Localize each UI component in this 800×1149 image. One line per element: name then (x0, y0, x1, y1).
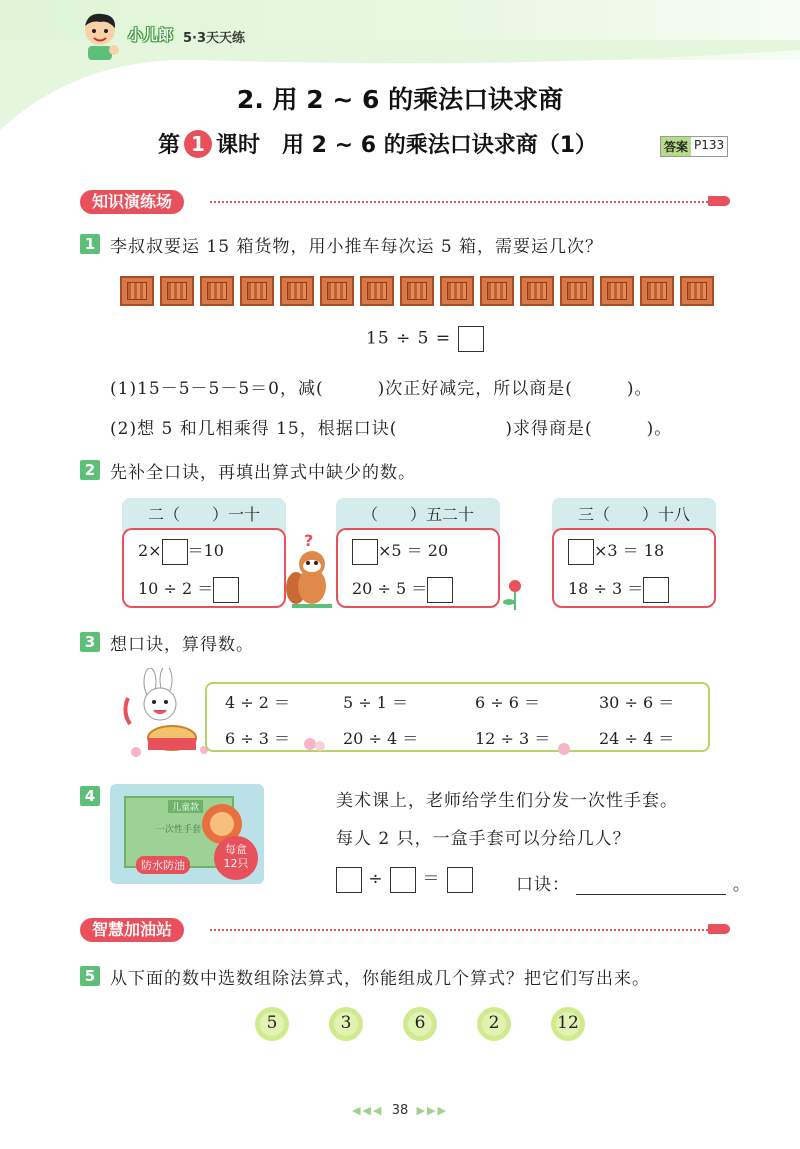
glove-box-illustration (110, 784, 264, 884)
formula-card-2 (336, 498, 500, 612)
page-footer (0, 1103, 800, 1118)
per-box-line-1: 每盒 (225, 843, 247, 856)
number-label: 12 (557, 1013, 579, 1033)
calc-item: 24 ÷ 4 ＝ (599, 729, 675, 748)
answer-box[interactable] (336, 867, 362, 893)
number-label: 2 (488, 1013, 500, 1033)
q4-line-1: 美术课上，老师给学生们分发一次性手套。 (336, 791, 678, 811)
divide-sign: ÷ (368, 869, 384, 889)
answer-box[interactable] (162, 539, 188, 565)
crate-icon (520, 276, 554, 306)
card-formula: 三（ ）十八 (552, 498, 716, 532)
pencil-icon (708, 196, 730, 206)
crate-row (120, 276, 714, 306)
crate-icon (480, 276, 514, 306)
crate-icon (120, 276, 154, 306)
card-expr: ×3 ＝ 18 (594, 541, 665, 560)
number-label: 6 (414, 1013, 426, 1033)
crate-icon (640, 276, 674, 306)
flower-icon (552, 740, 576, 758)
svg-text:?: ? (304, 532, 314, 550)
card-expr: ×5 ＝ 20 (378, 541, 449, 560)
q1-sub-1: (1)15－5－5－5＝0，减( )次正好减完，所以商是( )。 (110, 379, 653, 399)
question-1-text: 李叔叔要运 15 箱货物，用小推车每次运 5 箱，需要运几次？ (110, 237, 604, 257)
answer-box[interactable] (568, 539, 594, 565)
answer-page: P133 (694, 138, 725, 152)
arrows-right-icon: ▶▶▶ (416, 1104, 448, 1117)
arrows-left-icon: ◀◀◀ (352, 1104, 384, 1117)
end-mark: 。 (732, 875, 751, 895)
answer-box[interactable] (427, 577, 453, 603)
section-divider (210, 929, 712, 931)
question-number-3: 3 (80, 632, 100, 652)
number-flower (400, 1004, 440, 1044)
equals-sign: ＝ (422, 869, 441, 889)
formula-card-1 (122, 498, 286, 612)
crate-icon (440, 276, 474, 306)
series-name: 5·3天天练 (183, 31, 246, 46)
crate-icon (160, 276, 194, 306)
lesson-prefix: 第 (158, 133, 181, 158)
crate-icon (320, 276, 354, 306)
raccoon-mascot-icon (282, 532, 340, 610)
formula-blank[interactable] (576, 879, 726, 895)
calc-item: 12 ÷ 3 ＝ (475, 729, 551, 748)
section-wisdom (80, 918, 730, 944)
crate-icon (360, 276, 394, 306)
answer-box[interactable] (352, 539, 378, 565)
crate-icon (240, 276, 274, 306)
lesson-number-badge: 1 (184, 130, 212, 158)
calc-item: 6 ÷ 3 ＝ (225, 729, 291, 748)
rabbit-drummer-icon (120, 668, 212, 760)
q1-sub-2: (2)想 5 和几相乘得 15，根据口诀( )求得商是( )。 (110, 419, 673, 439)
lesson-suffix: 课时 用 2 ~ 6 的乘法口诀求商（1） (216, 133, 598, 158)
answer-box[interactable] (213, 577, 239, 603)
question-number-5: 5 (80, 966, 100, 986)
question-number-1: 1 (80, 234, 100, 254)
per-box-badge (214, 836, 258, 880)
calc-panel (205, 682, 710, 752)
question-2-text: 先补全口诀，再填出算式中缺少的数。 (110, 463, 416, 483)
calc-item: 30 ÷ 6 ＝ (599, 693, 675, 712)
question-3-text: 想口诀，算得数。 (110, 635, 254, 655)
card-formula: （ ）五二十 (336, 498, 500, 532)
crate-icon (200, 276, 234, 306)
number-label: 3 (340, 1013, 352, 1033)
answer-reference (660, 136, 728, 157)
crate-icon (280, 276, 314, 306)
number-flower (548, 1004, 588, 1044)
card-formula: 二（ ）一十 (122, 498, 286, 532)
section-divider (210, 201, 712, 203)
answer-label: 答案 (661, 137, 691, 156)
formula-label: 口诀： (516, 875, 570, 895)
number-label: 5 (266, 1013, 278, 1033)
section-wisdom-label: 智慧加油站 (80, 918, 184, 942)
card-body (336, 528, 500, 608)
crate-icon (600, 276, 634, 306)
q1-equation-text: 15 ÷ 5 = (366, 328, 452, 349)
calc-item: 5 ÷ 1 ＝ (343, 693, 409, 712)
glove-box-inner-text: 一次性手套 (156, 825, 202, 835)
crate-icon (400, 276, 434, 306)
boy-mascot-icon (78, 10, 122, 60)
page-title: 2. 用 2 ~ 6 的乘法口诀求商 (236, 85, 564, 114)
card-expr: 10 ÷ 2 ＝ (138, 579, 214, 598)
q4-equation (336, 864, 473, 893)
q4-line-2: 每人 2 只，一盒手套可以分给几人？ (336, 829, 631, 849)
brand-name: 小儿郎 (128, 26, 174, 44)
per-box-line-2: 12只 (223, 857, 249, 870)
crate-icon (680, 276, 714, 306)
q4-formula (516, 870, 751, 895)
card-expr: 20 ÷ 5 ＝ (352, 579, 428, 598)
glove-box-label: 儿童款 (168, 800, 203, 813)
answer-box[interactable] (447, 867, 473, 893)
number-flower (252, 1004, 292, 1044)
number-flower (474, 1004, 514, 1044)
question-number-2: 2 (80, 460, 100, 480)
section-practice (80, 190, 730, 216)
number-flower (326, 1004, 366, 1044)
answer-box[interactable] (643, 577, 669, 603)
answer-box[interactable] (390, 867, 416, 893)
flower-icon (500, 574, 530, 610)
card-expr: 18 ÷ 3 ＝ (568, 579, 644, 598)
formula-card-3 (552, 498, 716, 612)
card-expr: ＝10 (187, 541, 224, 560)
flower-icon (300, 734, 330, 754)
card-body (552, 528, 716, 608)
section-practice-label: 知识演练场 (80, 190, 184, 214)
calc-item: 4 ÷ 2 ＝ (225, 693, 291, 712)
card-body (122, 528, 286, 608)
question-5-text: 从下面的数中选数组除法算式，你能组成几个算式？把它们写出来。 (110, 969, 650, 989)
page-number: 38 (391, 1103, 409, 1118)
q1-equation (366, 326, 484, 352)
answer-box[interactable] (458, 326, 484, 352)
calc-item: 6 ÷ 6 ＝ (475, 693, 541, 712)
crate-icon (560, 276, 594, 306)
calc-item: 20 ÷ 4 ＝ (343, 729, 419, 748)
glove-box-tag: 防水防油 (136, 856, 190, 874)
question-number-4: 4 (80, 786, 100, 806)
pencil-icon (708, 924, 730, 934)
lesson-title (158, 128, 597, 159)
card-expr: 2× (138, 541, 162, 560)
